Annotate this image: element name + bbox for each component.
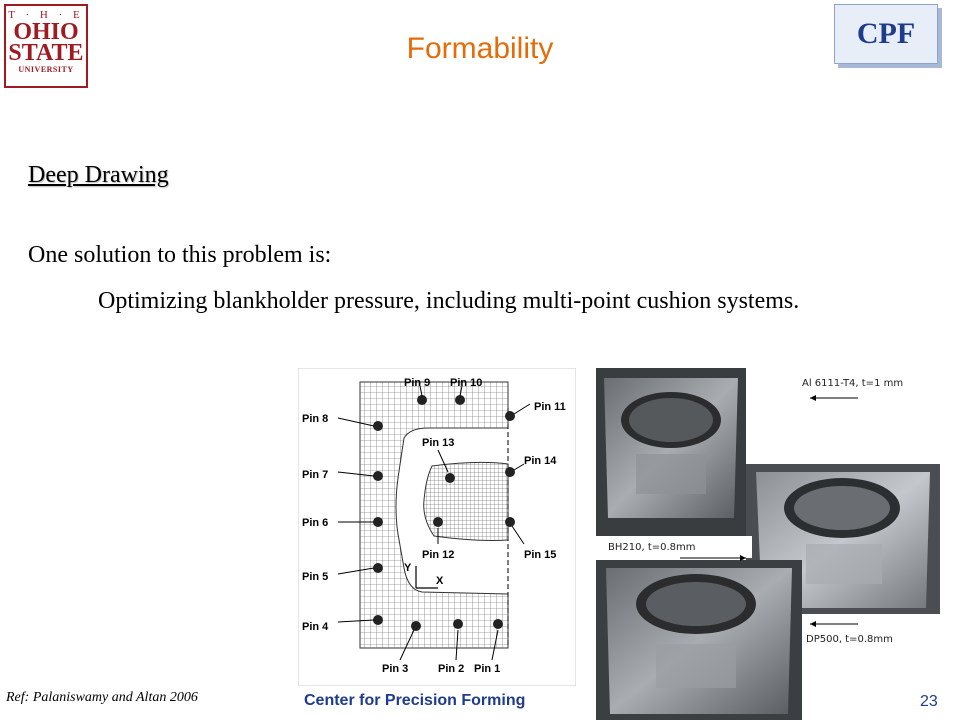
pin-label: Pin 14: [524, 455, 557, 467]
pin-label: Pin 15: [524, 549, 557, 561]
pin-label: Pin 7: [302, 469, 329, 481]
pin-label: Pin 10: [450, 377, 483, 389]
logo-the: T · H · E: [8, 9, 84, 21]
logo-university: UNIVERSITY: [18, 65, 74, 74]
logo-state: STATE: [8, 40, 84, 66]
body-line-2: Optimizing blankholder pressure, including multi-point cushion systems.: [98, 288, 800, 314]
mesh-figure: [298, 368, 576, 686]
pin-label: Pin 2: [438, 663, 465, 675]
pin-label: Pin 9: [404, 377, 431, 389]
pin-label: Pin 12: [422, 549, 455, 561]
cpf-logo: [834, 4, 944, 70]
body-line-1: One solution to this problem is:: [28, 242, 332, 268]
reference-note: Ref: Palaniswamy and Altan 2006: [6, 690, 198, 705]
pin-label: Pin 4: [302, 621, 329, 633]
page-number: 23: [920, 693, 938, 710]
axis-y-label: Y: [404, 562, 412, 574]
pin-label: Pin 8: [302, 413, 329, 425]
pin-label: Pin 13: [422, 437, 455, 449]
pin-label: Pin 3: [382, 663, 409, 675]
photo-bh210: [596, 560, 802, 720]
label-bh210: BH210, t=0.8mm: [608, 542, 696, 553]
label-al6111: Al 6111-T4, t=1 mm: [802, 378, 904, 389]
section-heading: Deep Drawing: [28, 162, 169, 188]
pin-label: Pin 1: [474, 663, 501, 675]
logo-ohio: OHIO: [13, 19, 79, 45]
slide-title: Formability: [406, 32, 554, 65]
cpf-logo-text: CPF: [834, 4, 938, 64]
photo-al6111: [596, 368, 746, 536]
pin-label: Pin 6: [302, 517, 329, 529]
pin-label: Pin 5: [302, 571, 329, 583]
footer-center-name: Center for Precision Forming: [304, 692, 526, 709]
stamped-parts-photos: [596, 368, 940, 720]
label-dp500: DP500, t=0.8mm: [806, 634, 893, 645]
pin-label: Pin 11: [534, 401, 566, 413]
axis-x-label: X: [436, 575, 444, 587]
